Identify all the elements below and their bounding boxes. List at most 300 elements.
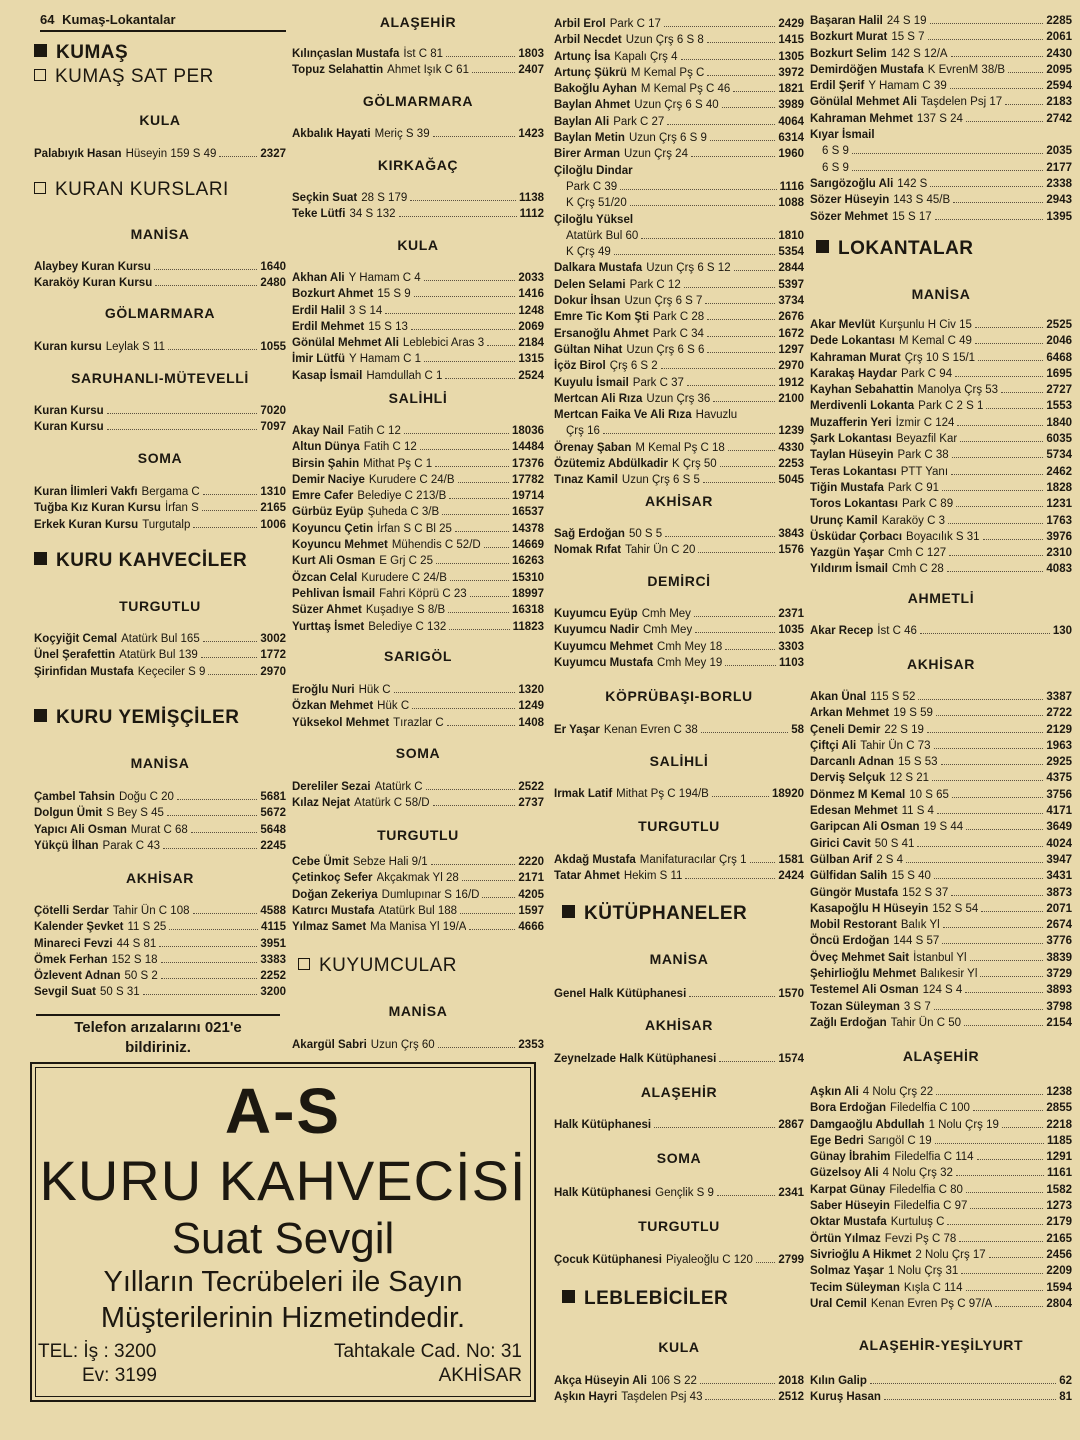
listing-address: Uzun Çrş 24 (624, 148, 688, 161)
listing-address: 4 Nolu Çrş 32 (882, 1167, 953, 1180)
listing-phone: 14669 (512, 539, 544, 552)
dot-leader (1005, 104, 1043, 105)
dot-leader (163, 848, 257, 849)
listing-phone: 14378 (512, 522, 544, 535)
dot-leader (960, 441, 1043, 442)
listing-address: Atatürk Bul 139 (119, 649, 198, 662)
listing-address: Uzun Çrş 6 S 8 (625, 34, 704, 47)
listing-phone: 3734 (778, 295, 804, 308)
listing-name: Çiloğlu Yüksel (554, 213, 634, 226)
listing-list (554, 1373, 804, 1406)
city-heading: GÖLMARMARA (362, 93, 474, 109)
listing-phone: 18920 (772, 788, 804, 800)
dot-leader (700, 1383, 775, 1384)
listing-phone: 3649 (1046, 821, 1072, 834)
listing-row (292, 602, 544, 618)
city-heading: SOMA (137, 450, 183, 466)
listing-address: M Kemal C 49 (899, 335, 972, 348)
listing-phone: 1310 (260, 486, 286, 498)
dot-leader (734, 270, 776, 271)
listing-row (810, 480, 1072, 496)
listing-name: Karpat Günay (810, 1183, 886, 1196)
listing-list (34, 146, 286, 162)
listing-name: Yükçü İlhan (34, 839, 99, 852)
listing-row (810, 885, 1072, 901)
listing-phone: 2855 (1046, 1102, 1072, 1115)
listing-address: Kuşadıye S 8/B (365, 604, 446, 617)
listing-row (292, 351, 544, 367)
listing-phone: 16263 (512, 555, 544, 568)
listing-name: Kuran Kursu (34, 405, 104, 417)
listing-row (554, 852, 804, 868)
listing-name: Artunç İsa (554, 50, 611, 63)
listing-name: Yüksekol Mehmet (292, 716, 390, 729)
listing-name: Öncü Erdoğan (810, 935, 890, 948)
listing-name: Erkek Kuran Kursu (34, 518, 139, 531)
listing-phone: 1138 (519, 192, 544, 204)
listing-name: Kuyumcu Mehmet (554, 640, 654, 653)
dot-leader (685, 878, 775, 879)
listing-name: Yapıcı Ali Osman (34, 823, 127, 836)
listing-phone: 4171 (1046, 805, 1072, 818)
listing-row (292, 795, 544, 811)
listing-row (292, 1037, 544, 1053)
listing-row (810, 836, 1072, 852)
listing-row (554, 472, 804, 488)
listing-phone: 5672 (260, 807, 286, 820)
listing-row (810, 1084, 1072, 1100)
listing-phone: 1291 (1046, 1151, 1072, 1164)
listing-phone: 3002 (260, 633, 286, 645)
listing-phone: 1594 (1046, 1281, 1072, 1294)
listing-row (810, 1263, 1072, 1279)
listing-name: Gülban Arif (810, 853, 873, 866)
dot-leader (447, 725, 516, 726)
listing-address: Hamdullah C 1 (366, 369, 443, 382)
dot-leader (155, 285, 257, 286)
listing-row (810, 1373, 1072, 1389)
listing-row (292, 715, 544, 731)
listing-row (810, 1015, 1072, 1031)
city-heading: SOMA (395, 745, 441, 761)
listing-name: Urunç Kamil (810, 514, 878, 527)
listing-name: Akargül Sabri (292, 1039, 367, 1051)
listing-address: Uzun Çrş 6 S 7 (624, 295, 703, 308)
listing-address: İst C 81 (403, 48, 444, 60)
dot-leader (986, 408, 1043, 409)
listing-row (810, 94, 1072, 110)
listing-row (810, 46, 1072, 62)
listing-row (554, 114, 804, 130)
listing-address: İrfan S (164, 502, 199, 515)
listing-phone: 3989 (778, 99, 804, 112)
city-heading: TURGUTLU (638, 1218, 720, 1234)
dot-leader (951, 895, 1043, 896)
city-heading: GÖLMARMARA (104, 305, 216, 321)
listing-name: Koyuncu Mehmet (292, 539, 388, 552)
listing-row (810, 1231, 1072, 1247)
listing-address: Boyacılık S 31 (906, 530, 980, 543)
listing-address: Filedelfia C 80 (889, 1183, 963, 1196)
listing-name: Sivrioğlu A Hikmet (810, 1248, 912, 1261)
listing-row (810, 1182, 1072, 1198)
listing-row (810, 917, 1072, 933)
listing-row (34, 484, 286, 500)
listing-phone: 1821 (778, 83, 804, 96)
section-leblebiciler: LEBLEBİCİLER (562, 1288, 812, 1310)
listing-row (810, 722, 1072, 738)
listing-list (810, 1084, 1072, 1312)
listing-address: Karaköy C 3 (881, 514, 946, 527)
listing-name: Oktar Mustafa (810, 1216, 887, 1229)
listing-row (292, 682, 544, 698)
listing-address: Balık Yl (900, 919, 940, 932)
listing-name: Kayhan Sebahattin (810, 384, 914, 397)
listing-name: Şark Lokantası (810, 433, 892, 446)
listing-phone: 81 (1059, 1391, 1072, 1404)
listing-address: 2 Nolu Çrş 17 (915, 1248, 986, 1261)
listing-row (810, 982, 1072, 998)
dot-leader (450, 580, 509, 581)
listing-name: Dönmez M Kemal (810, 788, 906, 801)
listing-name: Ural Cemil (810, 1297, 867, 1310)
listing-name: Bozkurt Selim (810, 47, 887, 60)
listing-name: Yazgün Yaşar (810, 547, 884, 560)
listing-row (810, 13, 1072, 29)
listing-name: Kuruş Hasan (810, 1391, 881, 1404)
dot-leader (1001, 392, 1043, 393)
listing-address: 143 S 45/B (893, 194, 951, 207)
listing-phone: 1116 (779, 180, 804, 193)
listing-list (292, 854, 544, 935)
dot-leader (681, 59, 776, 60)
dot-leader (143, 994, 258, 995)
listing-row (554, 1117, 804, 1133)
listing-name: Kılaz Nejat (292, 797, 351, 810)
listing-name: İçöz Birol (554, 360, 606, 373)
listing-address: 152 S 54 (932, 902, 979, 915)
listing-phone: 2018 (778, 1375, 804, 1387)
listing-row (554, 16, 804, 32)
listing-phone: 7097 (260, 421, 286, 434)
listing-address: Belediye C 132 (368, 620, 447, 633)
listing-name: Sözer Hüseyin (810, 194, 890, 207)
listing-address: Park C 12 (629, 278, 681, 291)
dot-leader (927, 732, 1043, 733)
dot-leader (955, 376, 1043, 377)
ad-address (334, 1340, 522, 1388)
listing-phone: 2844 (778, 262, 804, 275)
listing-name: Erdil Şerif (810, 80, 865, 93)
listing-row (554, 722, 804, 738)
listing-row (810, 787, 1072, 803)
city-heading: MANİSA (130, 755, 190, 771)
dot-leader (951, 474, 1043, 475)
listing-phone: 3303 (778, 640, 804, 653)
listing-address: Kenan Evren C 38 (603, 724, 698, 736)
listing-row (554, 309, 804, 325)
listing-address: Cmh Mey 19 (657, 656, 723, 669)
listing-address: Filedelfia C 114 (894, 1151, 974, 1164)
listing-address: Tahir Ün C 20 (625, 544, 696, 557)
ad-slogan-line-2: Müşterilerinin Hizmetindedir. (100, 1302, 466, 1334)
listing-address: 15 S 13 (368, 320, 408, 333)
listing-row (810, 192, 1072, 208)
listing-phone: 130 (1052, 625, 1072, 637)
listing-name: Aşkın Hayri (554, 1391, 618, 1404)
ad-owner-name: Suat Sevgil (171, 1214, 395, 1263)
dot-leader (154, 269, 257, 270)
listing-name: Çrş 16 (566, 425, 600, 438)
dot-leader (725, 665, 776, 666)
listing-name: Kalender Şevket (34, 921, 124, 934)
listing-row (810, 819, 1072, 835)
dot-leader (733, 91, 775, 92)
listing-row (554, 606, 804, 622)
listing-name: Kılın Galip (810, 1375, 867, 1387)
listing-phone: 1249 (518, 700, 544, 713)
dot-leader (193, 527, 257, 528)
listing-row (810, 1389, 1072, 1405)
dot-leader (934, 878, 1043, 879)
listing-address: 115 S 52 (870, 691, 916, 703)
listing-row (810, 62, 1072, 78)
dot-leader (937, 813, 1043, 814)
dot-leader (203, 494, 258, 495)
listing-row (292, 206, 544, 222)
listing-name: Dereliler Sezai (292, 781, 371, 793)
listing-name: Kuyulu İsmail (554, 376, 629, 389)
listing-row (292, 472, 544, 488)
listing-phone: 4083 (1046, 563, 1072, 576)
listing-name: Damgaoğlu Abdullah (810, 1118, 925, 1131)
listing-address: Uzun Çrş 6 S 6 (626, 343, 705, 356)
listing-phone: 3972 (778, 66, 804, 79)
dot-leader (942, 943, 1043, 944)
listing-address: Y Hamam C 39 (868, 80, 947, 93)
listing-list (810, 317, 1072, 578)
listing-row (810, 1100, 1072, 1116)
listing-row (34, 822, 286, 838)
listing-address: Akçakmak Yl 28 (376, 872, 459, 885)
listing-address: Manifaturacılar Çrş 1 (639, 854, 747, 866)
listing-row (34, 968, 286, 984)
dot-leader (448, 612, 509, 613)
listing-list (810, 689, 1072, 1031)
listing-name: Arkan Mehmet (810, 707, 890, 720)
city-heading: ALAŞEHİR (379, 14, 457, 30)
listing-phone: 1553 (1046, 400, 1072, 413)
dot-leader (169, 929, 258, 930)
listing-list (34, 789, 286, 854)
listing-row (292, 619, 544, 635)
listing-address: 15 S 53 (897, 756, 938, 769)
listing-row (554, 1051, 804, 1067)
listing-name: Özkan Mehmet (292, 700, 374, 713)
listing-address: 44 S 81 (116, 937, 157, 950)
listing-row (292, 903, 544, 919)
listing-name: Cebe Ümit (292, 856, 349, 868)
dot-leader (661, 368, 776, 369)
listing-phone: 16318 (512, 604, 544, 617)
dot-leader (935, 219, 1044, 220)
listing-address: 15 S 9 (377, 288, 411, 301)
listing-phone: 2165 (260, 502, 286, 515)
listing-address: 142 S (897, 177, 928, 190)
dot-leader (951, 56, 1044, 57)
listing-phone: 14484 (512, 441, 544, 454)
listing-row (292, 439, 544, 455)
listing-phone: 3976 (1046, 530, 1072, 543)
listing-address: Uzun Çrş 6 S 9 (628, 132, 707, 145)
listing-row (554, 1252, 804, 1268)
listing-name: Artunç Şükrü (554, 66, 627, 79)
listing-address: Atatürk Bul 188 (378, 904, 458, 917)
dot-leader (202, 510, 258, 511)
listing-name: 6 S 9 (822, 145, 849, 158)
listing-phone: 6314 (778, 132, 804, 145)
listing-phone: 1772 (260, 649, 286, 662)
listing-phone: 58 (791, 724, 804, 736)
listing-address: Hüseyin 159 S 49 (125, 148, 217, 160)
listing-phone: 2594 (1046, 80, 1072, 93)
listing-address: 152 S 37 (902, 886, 949, 899)
listing-phone: 4205 (518, 888, 544, 901)
listing-phone: 1574 (778, 1053, 804, 1065)
listing-address: Y Hamam C 4 (348, 272, 421, 284)
listing-row (810, 1117, 1072, 1133)
listing-row (292, 521, 544, 537)
listing-phone: 3843 (778, 528, 804, 540)
listing-name: Tatar Ahmet (554, 870, 620, 883)
listing-row (810, 705, 1072, 721)
listing-row (554, 342, 804, 358)
listing-name: Taylan Hüseyin (810, 449, 894, 462)
listing-phone: 2371 (778, 608, 804, 620)
listing-address: Kenan Evren Pş C 97/A (870, 1297, 993, 1310)
listing-list (554, 986, 804, 1002)
listing-row (292, 586, 544, 602)
listing-row (810, 143, 1072, 159)
listing-address: 142 S 12/A (890, 47, 948, 60)
listing-phone: 2742 (1046, 112, 1072, 125)
dot-leader (435, 466, 509, 467)
dot-leader (193, 913, 258, 914)
city-heading: TURGUTLU (377, 827, 459, 843)
dot-leader (956, 506, 1043, 507)
section-lokantalar: LOKANTALAR (816, 238, 1078, 260)
listing-phone: 2061 (1046, 31, 1072, 44)
listing-name: Sevgil Suat (34, 986, 96, 999)
listing-name: Baylan Ali (554, 115, 610, 128)
listing-phone: 2424 (778, 870, 804, 883)
listing-name: Girici Cavit (810, 837, 871, 850)
filled-square-icon (34, 709, 47, 722)
listing-phone: 1305 (778, 50, 804, 63)
listing-phone: 2183 (1046, 96, 1072, 109)
listing-address: 15 S 17 (891, 210, 932, 223)
listing-address: 4 Nolu Çrş 22 (862, 1086, 934, 1098)
listing-phone: 2970 (260, 665, 286, 678)
dot-leader (191, 832, 258, 833)
listing-name: Kuran İlimleri Vakfı (34, 486, 138, 498)
listing-address: Tahir Ün C 50 (890, 1016, 961, 1029)
dot-leader (442, 514, 509, 515)
listing-row (554, 277, 804, 293)
listing-name: Çocuk Kütüphanesi (554, 1254, 662, 1266)
city-heading: SALİHLİ (649, 753, 709, 769)
listing-address: Hekim S 11 (623, 870, 683, 883)
empty-square-icon (34, 182, 46, 194)
filled-square-icon (816, 240, 829, 253)
listing-list (554, 16, 804, 489)
listing-row (34, 903, 286, 919)
listing-phone: 2512 (778, 1391, 804, 1404)
listing-phone: 1035 (778, 624, 804, 637)
listing-name: Özlevent Adnan (34, 970, 121, 983)
dot-leader (410, 200, 516, 201)
listing-name: Şehirlioğlu Mehmet (810, 968, 917, 981)
dot-leader (203, 641, 258, 642)
listing-phone: 62 (1059, 1375, 1072, 1387)
listing-phone: 2154 (1046, 1016, 1072, 1029)
listing-phone: 5681 (260, 791, 286, 803)
dot-leader (930, 186, 1043, 187)
listing-address: Atatürk C 58/D (354, 797, 430, 810)
city-heading: SOMA (656, 1150, 702, 1166)
dot-leader (941, 764, 1044, 765)
listing-phone: 2095 (1046, 63, 1072, 76)
dot-leader (983, 539, 1044, 540)
listing-address: 3 S 7 (903, 1000, 931, 1013)
listing-name: Yılmaz Samet (292, 921, 367, 934)
listing-address: Cmh C 127 (887, 547, 947, 560)
listing-name: Saber Hüseyin (810, 1200, 890, 1213)
listing-row (292, 779, 544, 795)
listing-list (34, 903, 286, 1001)
listing-name: Kılınçaslan Mustafa (292, 48, 400, 60)
listing-address: Ahmet Işık C 61 (387, 64, 469, 77)
listing-phone: 6468 (1046, 351, 1072, 364)
listing-address: Balıkesir Yl (920, 968, 978, 981)
running-head (40, 12, 286, 32)
listing-row (292, 698, 544, 714)
ad-tel-label: TEL: (38, 1341, 79, 1362)
listing-row (810, 933, 1072, 949)
listing-row (810, 529, 1072, 545)
listing-row (810, 901, 1072, 917)
listing-row (810, 689, 1072, 705)
listing-address: Meriç S 39 (374, 128, 430, 140)
listing-name: Tınaz Kamil (554, 474, 618, 487)
listing-address: K EvrenM 38/B (927, 63, 1006, 76)
listing-row (292, 368, 544, 384)
running-head-title: Kumaş-Lokantalar (62, 12, 176, 27)
listing-name: Zağlı Erdoğan (810, 1016, 887, 1029)
listing-address: İst C 46 (877, 625, 917, 637)
listing-address: Beyazfil Kar (895, 433, 958, 446)
city-heading: AKHİSAR (645, 493, 713, 509)
dot-leader (966, 829, 1043, 830)
dot-leader (705, 303, 775, 304)
listing-address: Kurşunlu H Civ 15 (879, 319, 972, 331)
listing-row (810, 496, 1072, 512)
listing-name: Yurttaş İsmet (292, 620, 365, 633)
listing-row (554, 293, 804, 309)
listing-name: Güzelsoy Ali (810, 1167, 879, 1180)
listing-phone: 1570 (778, 988, 804, 1000)
dot-leader (952, 457, 1044, 458)
